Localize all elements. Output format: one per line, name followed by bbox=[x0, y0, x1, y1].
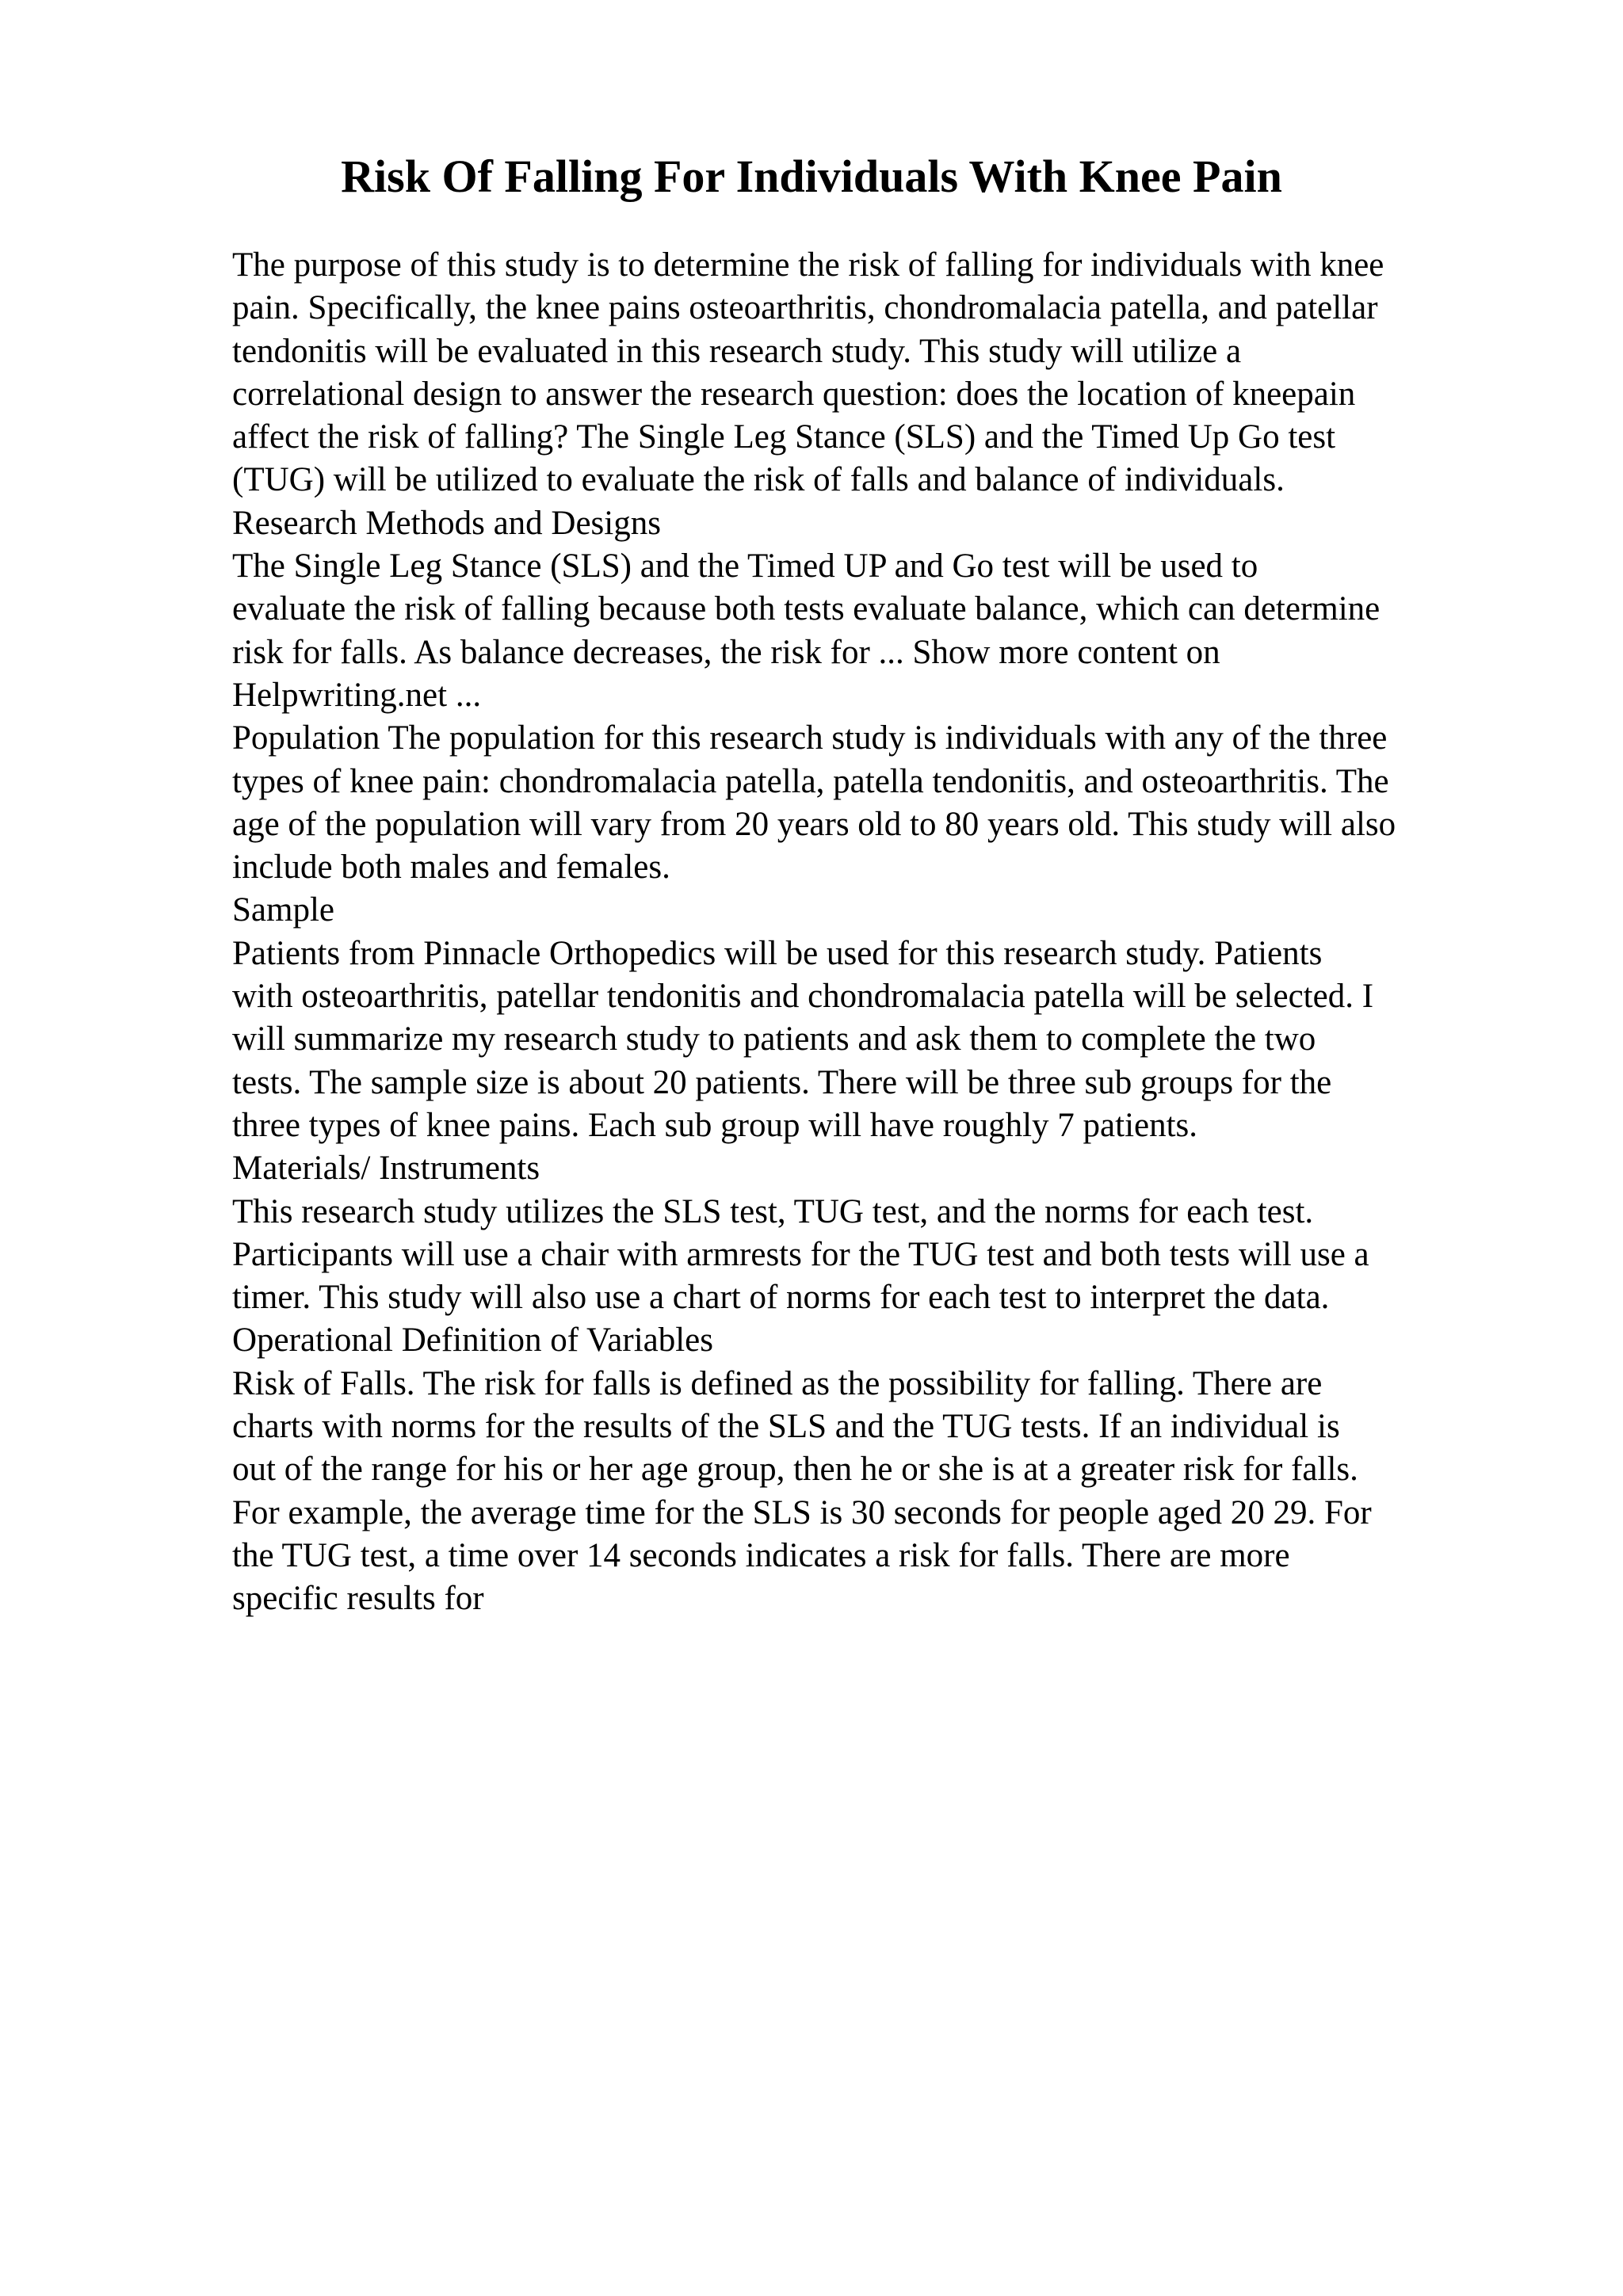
body-line: types of knee pain: chondromalacia patella, patella tendonitis, and osteoarthritis. The bbox=[232, 762, 1389, 800]
body-line: the TUG test, a time over 14 seconds indicates a risk for falls. There are more bbox=[232, 1536, 1290, 1574]
body-line: timer. This study will also use a chart of norms for each test to interpret the data. bbox=[232, 1279, 1330, 1317]
section-heading-operational-definition: Operational Definition of Variables bbox=[232, 1322, 713, 1360]
body-line: tests. The sample size is about 20 patients. There will be three sub groups for the bbox=[232, 1063, 1332, 1101]
body-line: The purpose of this study is to determine the risk of falling for individuals with knee bbox=[232, 246, 1384, 284]
body-line: pain. Specifically, the knee pains osteoarthritis, chondromalacia patella, and patellar bbox=[232, 289, 1378, 327]
body-line: charts with norms for the results of the SLS and the TUG tests. If an individual is bbox=[232, 1408, 1340, 1446]
body-line: evaluate the risk of falling because both tests evaluate balance, which can determine bbox=[232, 590, 1381, 628]
body-line: Risk of Falls. The risk for falls is defined as the possibility for falling. There are bbox=[232, 1364, 1323, 1402]
section-heading-materials: Materials/ Instruments bbox=[232, 1150, 540, 1188]
body-line: will summarize my research study to patients and ask them to complete the two bbox=[232, 1020, 1316, 1058]
section-heading-research-methods: Research Methods and Designs bbox=[232, 504, 661, 542]
body-line: age of the population will vary from 20 years old to 80 years old. This study will also bbox=[232, 805, 1396, 843]
section-heading-sample: Sample bbox=[232, 891, 334, 929]
body-line: Patients from Pinnacle Orthopedics will be used for this research study. Patients bbox=[232, 934, 1323, 972]
body-line: correlational design to answer the research question: does the location of kneepain bbox=[232, 375, 1356, 413]
body-line: This research study utilizes the SLS test, TUG test, and the norms for each test. bbox=[232, 1192, 1314, 1230]
body-line: out of the range for his or her age group, then he or she is at a greater risk for falls. bbox=[232, 1451, 1358, 1489]
body-line: include both males and females. bbox=[232, 849, 670, 887]
body-line: specific results for bbox=[232, 1580, 484, 1618]
document-body bbox=[232, 244, 1508, 1621]
body-line: For example, the average time for the SLS is 30 seconds for people aged 20 29. For bbox=[232, 1493, 1372, 1531]
body-line: with osteoarthritis, patellar tendonitis and chondromalacia patella will be selected. I bbox=[232, 978, 1374, 1016]
body-line: Participants will use a chair with armrests for the TUG test and both tests will use a bbox=[232, 1235, 1369, 1273]
body-line: (TUG) will be utilized to evaluate the risk of falls and balance of individuals. bbox=[232, 461, 1285, 499]
body-line: risk for falls. As balance decreases, the risk for ... Show more content on bbox=[232, 633, 1220, 671]
body-line: affect the risk of falling? The Single Leg Stance (SLS) and the Timed Up Go test bbox=[232, 418, 1336, 456]
body-line: three types of knee pains. Each sub group will have roughly 7 patients. bbox=[232, 1106, 1198, 1144]
body-line: tendonitis will be evaluated in this research study. This study will utilize a bbox=[232, 332, 1242, 370]
body-line: Population The population for this research study is individuals with any of the three bbox=[232, 719, 1388, 757]
body-line: The Single Leg Stance (SLS) and the Timed UP and Go test will be used to bbox=[232, 547, 1258, 585]
document-title: Risk Of Falling For Individuals With Knee Pain bbox=[341, 151, 1282, 202]
body-line: Helpwriting.net ... bbox=[232, 676, 482, 714]
